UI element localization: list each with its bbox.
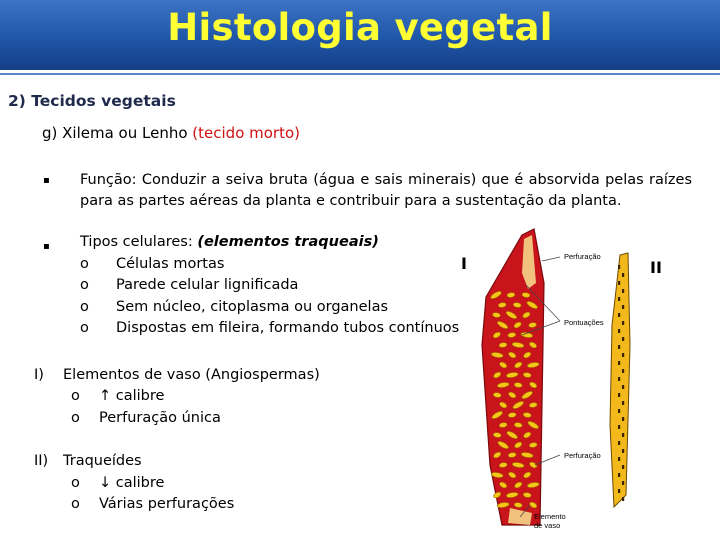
tracheid-pit	[622, 321, 624, 325]
list-marker: o	[80, 320, 89, 336]
callout-perfuracao-top: Perfuração	[564, 252, 601, 261]
tracheid-pit	[618, 425, 620, 429]
tracheid-pit	[622, 369, 624, 373]
list-item: Várias perfurações	[99, 496, 235, 512]
list-marker: o	[80, 256, 89, 272]
tracheid-pit	[618, 329, 620, 333]
list-item: Células mortas	[116, 256, 225, 272]
list-item: ↑ calibre	[99, 388, 165, 404]
subsection-note: (tecido morto)	[192, 124, 301, 142]
list-item: Sem núcleo, citoplasma ou organelas	[116, 299, 389, 315]
tracheid-pit	[618, 489, 620, 493]
vaso-heading: Elementos de vaso (Angiospermas)	[63, 367, 320, 383]
list-marker: o	[71, 388, 80, 404]
tracheid-pit	[618, 409, 620, 413]
list-marker: o	[80, 277, 89, 293]
tracheid-pit	[622, 289, 624, 293]
list-item: Perfuração única	[99, 410, 221, 426]
tracheid-pit	[622, 273, 624, 277]
section-title: 2) Tecidos vegetais	[8, 92, 176, 110]
list-marker: o	[71, 475, 80, 491]
tracheid-pit	[618, 281, 620, 285]
tipos-heading	[80, 233, 379, 251]
list-marker: o	[80, 299, 89, 315]
list-marker: o	[71, 496, 80, 512]
slide-title: Histologia vegetal	[167, 6, 553, 49]
tracheid-pit	[618, 361, 620, 365]
tipos-emphasis: (elementos traqueais)	[197, 234, 379, 250]
list-item: ↓ calibre	[99, 475, 165, 491]
tracheid-pit	[622, 465, 624, 469]
traqueide-number: II)	[34, 453, 49, 469]
subsection-label: g) Xilema ou Lenho	[42, 124, 193, 142]
figure-label-ii: II	[650, 258, 662, 277]
bullet-icon: ▪	[43, 241, 50, 252]
tracheid-pit	[622, 401, 624, 405]
tracheid-pit	[618, 441, 620, 445]
tracheid-pit	[618, 393, 620, 397]
tracheid-pit	[622, 353, 624, 357]
callout-elemento: Elemento	[534, 512, 566, 521]
callout-de-vaso: de vaso	[534, 521, 561, 530]
list-item: Dispostas em fileira, formando tubos contínuos	[116, 320, 460, 336]
tracheid-pit	[622, 481, 624, 485]
tracheid-pit	[622, 449, 624, 453]
tracheid-pit	[622, 417, 624, 421]
traqueide-heading: Traqueídes	[63, 453, 142, 469]
vaso-number: I)	[34, 367, 44, 383]
xylem-illustration	[460, 225, 680, 540]
tracheid-pit	[618, 473, 620, 477]
tracheid-pit	[618, 377, 620, 381]
tracheid-pit	[618, 313, 620, 317]
subsection-title	[42, 124, 300, 142]
title-banner	[0, 0, 720, 70]
tipos-label: Tipos celulares:	[80, 234, 198, 250]
vessel-element-drawing	[482, 229, 544, 525]
tracheid-drawing	[610, 253, 630, 507]
tracheid-pit	[622, 305, 624, 309]
list-marker: o	[71, 410, 80, 426]
tracheid-pit	[618, 297, 620, 301]
figure-label-i: I	[461, 254, 467, 273]
tracheid-pit	[622, 433, 624, 437]
funcao-paragraph: Função: Conduzir a seiva bruta (água e sais minerais) que é absorvida pelas raízes para as partes aéreas da planta e contribuir para a sustentação da planta.	[80, 172, 692, 209]
tracheid-pit	[622, 385, 624, 389]
callout-perfuracao-bottom: Perfuração	[564, 451, 601, 460]
list-item: Parede celular lignificada	[116, 277, 299, 293]
tracheid-pit	[618, 265, 620, 269]
callout-pontuacoes: Pontuações	[564, 318, 604, 327]
tracheid-pit	[618, 345, 620, 349]
tracheid-pit	[622, 337, 624, 341]
tracheid-pit	[618, 457, 620, 461]
bullet-icon: ▪	[43, 175, 50, 186]
tracheid-pit	[622, 497, 624, 501]
header-divider	[0, 73, 720, 75]
